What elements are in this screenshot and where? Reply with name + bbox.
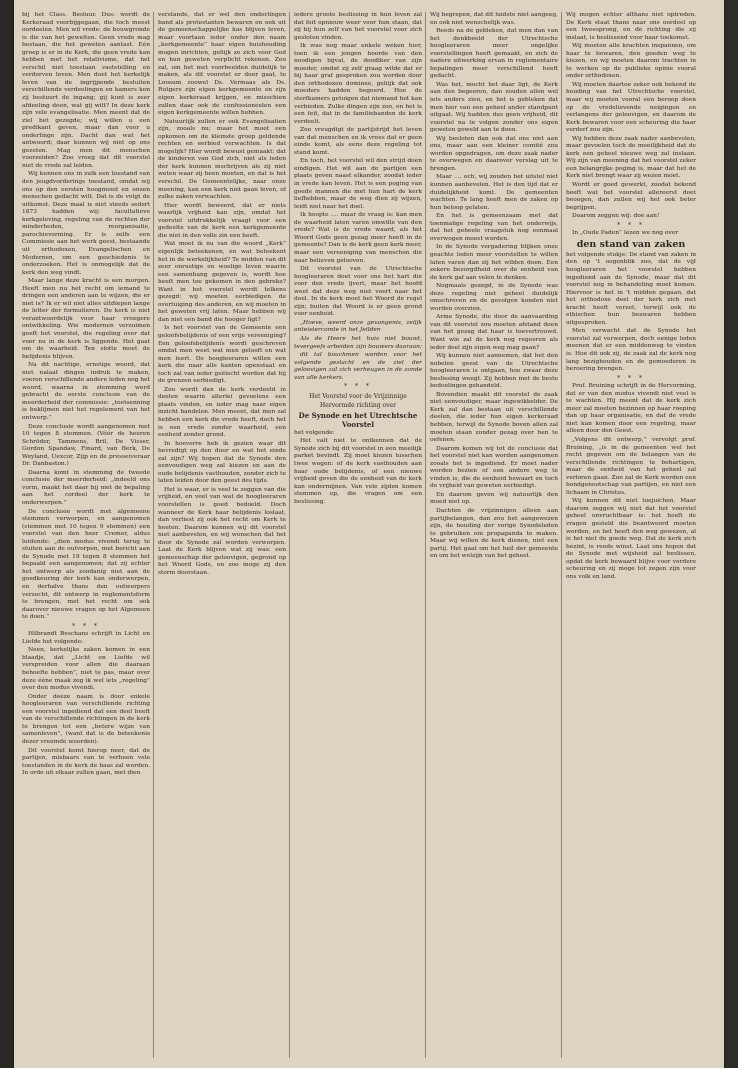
paragraph: Wij hebben deze zaak nader aanbevolen, maar gevoelen toch de moeilijkheid dat de kerk een geheel nieuwe weg zal inslaan. Wij zijn van meening dat het voorstel zeker een belangrijke poging is, maar dat het de Kerk niet brengt waar zij wezen moet. bbox=[566, 135, 696, 180]
section-divider: * * * bbox=[617, 221, 645, 229]
paragraph: Daarom komen wij tot de conclusie dat het voorstel niet kan worden aangenomen zooals het is ingediend. Er moet nader worden bezien of een andere weg te vinden is, die de eenheid bewaart en toch de vrijheid van geweten eerbiedigt. bbox=[430, 445, 558, 490]
left-margin-strip bbox=[0, 0, 14, 1068]
paragraph: Ik was nog maar enkele weken hier, toen ik een jongen hoorde van den noodigen bijval, de doodiker van zijn moeder, omdat zij zelf graag wilde dat er bij haar graf gesproken zou worden door den orthodoxen dominee, geliijk dat ook moeders hadden begeerd. Hoe de sterfkamers getuigen dat niemand het kan verbieden. Zulke dingen zijn zoo, en het is een feit, dat in de familiebanden de kerk verdeelt. bbox=[294, 43, 422, 125]
paragraph: Daarom zeggen wij: doe aan! bbox=[572, 213, 660, 220]
paragraph: het volgende stukje: De stand van zaken in den op 't oogenblik zoo, dat de vijf hoogleeraren het voorstel hebben ingediend aan de Synode, maar dat dit voorstel nog in behandeling moet komen. Hiervoor is het in 't midden gegaan, dat het orthodoxe deel der kerk zich met kracht heeft verzet, terwijl ook de ethischen hun bezwaren hebben uitgesproken. bbox=[566, 251, 696, 326]
paragraph: In hoeverre heb ik gezien waar dit bevredigt op den duur en wat het einde zal zijn? Wij hopen dat de Synode den eenvoudigen weg zal kiezen en aan de oude belijdenis vasthouden, zonder zich te laten leiden door den geest des tijds. bbox=[158, 440, 286, 485]
column-1 bbox=[22, 12, 150, 1058]
column-5 bbox=[566, 12, 696, 1058]
article-heading: den stand van zaken bbox=[576, 238, 686, 250]
column-rule bbox=[153, 12, 154, 1058]
section-divider: * * * bbox=[617, 374, 645, 382]
paragraph: Dit voorstel van de Utrechtsche hoogleeraren doet voor ons het hart die voor den vrede ijvert, maar het hoofd weet dat deze weg niet voert naar het doel. In de kerk moet het Woord de regel zijn; buiten dat Woord is er geen grond voor eenheid. bbox=[294, 266, 422, 318]
article-heading: De Synode en het Utrechtsche Voorstel bbox=[298, 410, 418, 429]
paragraph: Het is waar, er is veel te zeggen van die vrijheid, en veel van wat de hoogleeraren voorstellen is goed bedoeld. Doch wanneer de Kerk haar belijdenis loslaat, dan verliest zij ook het recht om Kerk te heeten. Daarom kunnen wij dit voorstel niet aanbevelen, en wij wenschen dat het door de Synode zal worden verworpen. Laat de Kerk blijven wat zij was: een gemeenschap der geloovigen, gegrond op het Woord Gods, en zoo moge zij den storm doorstaan. bbox=[158, 486, 286, 576]
newspaper-page bbox=[14, 0, 724, 1068]
paragraph: Zoo wordt dan de kerk verdeeld in deelen waarin allerlei gevoelens een plaats vinden, en ieder mag naar eigen inzicht handelen. Men meent, dat men zal hebben een kerk die vrede heeft, doch het is een vrede zonder waarheid, een eenheid zonder grond. bbox=[158, 386, 286, 439]
paragraph: Was het, mocht het daar ligt, de Kerk aan den begeeren, dan zouden allen wel iets anders zien, en het is gebleken dat men hier van een geheel ander standpunt uitgaat. Wij hadden dus geen vrijheid, dit voorstel na te volgen zonder ons eigen geweten geweld aan te doen. bbox=[430, 81, 558, 134]
paragraph: Dit voorstel komt hierop neer, dat de partijen, misbaars van te verheen vele toestanden in de kerk de baas zal worden. In orde uit elkaar zullen gaan, met dien bbox=[22, 747, 150, 777]
column-rule bbox=[561, 12, 562, 1058]
section-divider: * * * bbox=[72, 622, 100, 630]
paragraph: Wij kunnen dit niet toejuichen. Maar daarom zeggen wij niet dat het voorstel geheel onvruchtbaar is: het heeft de vragen gesteld die beantwoord moeten worden, en het heeft den weg gewezen, al is het niet de goede weg. Dat de kerk zich bezint, is reeds winst. Laat ons hopen dat de Synode met wijsheid zal beslissen, opdat de kerk bewaard blijve voor verdere scheuring en zij moge tot zegen zijn voor ons volk en land. bbox=[566, 498, 696, 580]
paragraph: Reeds na de gebleken, dat men dan van het denkbeeld der Utrechtsche hoogleeraren meer ongelijke voorstellingen heeft gemaakt, en zich de nadere uitwerking ervan in reglementaire bepalingen meer verschillend heeft gedacht. bbox=[430, 28, 558, 80]
paragraph: Neen, kerkelijke zaken komen in een blaadje, dat „Licht en Liefde wil verspreiden voor allen die daaraan behoefte hebben”, niet te pas, maar over deze ééne maak zeg ik wel iets „regeling” over den modus vivendi. bbox=[22, 647, 150, 692]
paragraph: iedere groote beslissing in hun leven zal dat feit opnieuw weer voor hun staan, dat zij bij hun zelf van het voorstel voor zich gesloten vinden. bbox=[294, 12, 422, 41]
paragraph: Ik hoopte .... maar de vraag is: kan men de waarheid laten varen omwille van den vrede? Wat is de vrede waard, als het Woord Gods geen gezag meer heeft in de gemeente? Dan is de kerk geen kerk meer, maar een vereeniging van menschen die naar believen gelooven. bbox=[294, 212, 422, 264]
quotation: „Hoeve, weerd onze gevangenis, zelijk onteistercomte in het Jeilden bbox=[294, 319, 422, 334]
paragraph: Maar .... och, wij zouden het uitstel niet kunnen aanbevelen. Het is den tijd dat er duidelijkheid komt. De gemeenten wachten. Te lang heeft men de zaken op hun beloop gelaten. bbox=[430, 174, 558, 211]
paragraph: Wat moet ik nu van die woord „Kerk” eigenlijk beteekenen, en wat beteekent het in de werkelijkheid? Te midden van dit zeer onrustige en woelige leven waarin een samenhang gegeven is, wordt hoe heeft men toe gekomen in den gebreke? Want in het voorstel wordt telkens gezegd: wij moeten eerbiedigen de overtuiging des anderen, en wij moeten in het geweten vrij laten. Maar hebben wij dan niet een band die hooger ligt? bbox=[158, 241, 286, 323]
paragraph: het volgende: bbox=[294, 429, 335, 436]
paragraph: Hilbrandt Beschans schrijft in Licht en Liefde het volgende: bbox=[22, 631, 150, 645]
paragraph: Wij mogen echter althans niet optreden. De Kerk staat thans naar ons oordeel op een tweesprong, en de richting die zij inslaat, is beslissend voor haar toekomst. bbox=[566, 12, 696, 41]
paragraph: verstande, dat er wel den onderlingen band als protestanten bewaren en ook uit de gemeenschappelijke kas blijven leven, maar voortaan ieder onder den naam „kerkgemeente” haar eigen huishouding mogen inrichten, geliijk ze zich voor God en hun geweten verplicht rekenen. Zoo zal, om het met voorbeelden duidelijk te maken, als dit voorstel er door gaat, te Loosum zoowel Ds. Vermaas als Ds. Rutgers zijn eigen kerkgemeente en zijn eigen kerkeraad krijgen, en misschien zullen daar ook de confessioneelen een eigen kerkgemeente willen hebben. bbox=[158, 12, 286, 117]
paragraph: Na dit nachtige, ernstige woord, dat niet nalaat dingen indruk te maken, voeren verschillende andere leden nog het woord, waarna in stemming werd gebracht de eerste conclusie van de meerderheid der commissie: „toetsenning is beklijmen niet het regelement van het ontwerp.” bbox=[22, 362, 150, 421]
paragraph: Onder deeze naam is door enkele hoogleeraren van verschillende richting een voorstel ingediend dat een deel heeft van de verschillende richtingen in de kerk te brengen tot een „betere wijze van samenleven”, (want dat is de beteekenis dezer vreemde woorden). bbox=[22, 693, 150, 745]
paragraph: „Volgens dit ontwerp,” vervolgt prof. Bruining, „is in de gemeenten wel het recht gegeven om de belangen van de verschillende richtingen te behartigen, maar de eenheid van het geheel zal verloren gaan. Zoo zal de Kerk worden een bondgenootschap van partijen, en niet een lichaam in Christus. bbox=[566, 436, 696, 496]
quotation: dit tal bouchmen worden voor het volgende geslacht en de ziel der geloovigen zal zich verheugen in de zonde van alle kerkers. bbox=[294, 352, 422, 381]
paragraph: Natuurlijk zullen er ook Evangelisatien zijn, zooals nu; maar het moet een opkomen om de kleinste groep geldende rechten en eerbied verwachten. Is dat mogelijk? Hier wordt bewust gemaakt: dat de kinderen van God zich, niet als leden der kerk kunnen inschrijven als zij niet weten waar zij heen moeten, en dat is het verschil. De Gemeentelijke, naar onze meening, kan een kerk niet gaan leven, of zulke zaken verwachten. bbox=[158, 118, 286, 201]
paragraph: Zoo vreugdigt de partijstrijd het leven van dat menschen en ik vrees dat er geen einde komt, als eens deze regeling tot stand komt. bbox=[294, 127, 422, 156]
paragraph: Wij begrepen, dat dit luidste niet aangeeg, en ook niet wenschelijk was. bbox=[430, 12, 558, 26]
paragraph: In „Oude Paden” lezen we nog over bbox=[572, 230, 679, 237]
paragraph: In de Synode vergadering blijken onze geachte leden meer voorstellen te willen laten varen dan zij het wilden doen. Een zekere bezorgdheid over de eenheid van de kerk gaf aan velen te denken. bbox=[430, 244, 558, 281]
paragraph: Hier wordt beweerd, dat er niets waarlijk vrijheid kan zijn, omdat het voorstel uitdrukkelijk vraagt voor een gedeelte van de kerk een kerkgemeente die niet in den volle zin een heeft. bbox=[158, 202, 286, 239]
paragraph: Wij kunnen niet aannemen, dat het den nobelen geest van de Utrechtsche hoogleeraren is ontgaan, hoe zwaar deze beslissing weegt. Zij hebben met de beste bedoelingen gehandeld. bbox=[430, 353, 558, 390]
paragraph: Is het voorstel van de Gemeente een geloofsbelijdenis of een vrije vereeniging? Een geloofsbelijdenis wordt geschreven omdat men weet wat men gelooft en wat men leert. De hoogleeraren willen een kerk die naar alle kanten openstaat en toch zal van ieder geëischt worden dat hij de grenzen eerbiedigt. bbox=[158, 325, 286, 385]
paragraph: bij het Class. Besluur. Dus: wordt de Kerkeraad voorbijgegaan, die toch meest oordeelen. Men wil vrede: de bouwgronde is die van het gewelten. Geen vrede mag bestaan, die het geweten aantast. Eén groep is er in de Kerk, die geen vrede kan hebben met het relativisme, dat het verschil niet toestaan vaststelling en verdorven leven. Men doet het kerkelijk leven van de ingrijpende besluiten verschillende verdeelingen en kamers kon zij bestuurt de ingang; gij kunt is zeer afdeeling doen, wat gij wilt? In deze kerk zijn vele evangelisatie. Men meent dat de ziel het gezegde; wij willen u een predikant geven, maar dan voor u onderlinge zijn. Dacht dan wat het antwoord; daar kunnen wij niet op ons gezeten. Mag men dit menschen voorzeiden? Zoo vroeg dat dit voorstel niet de vrede zal leiden. bbox=[22, 12, 150, 169]
column-rule bbox=[289, 12, 290, 1058]
column-4 bbox=[430, 12, 558, 1058]
paragraph: De conclusie wordt met algemeene stemmen verworpen, en aangenomen (stemmen met 10 tegen 9 stemmen) een voorstel van den heer Cremer, aldus luidende: „dien modus vivendi terug te sluiten aan de outvorpen, met bericht aan de Synode met 19 tegen 8 stemmen het bepaald een aangenomen; dat zij echter het ontwerp als zoodanig niet aan de goedkeuring der kerk kan onderwerpen, en derhalve thans den outwerpers verzocht, dit ontwerp in reglementsform te brengen, met het recht om ook daarover nieuwe vragen op het Algemeen te doen.” bbox=[22, 508, 150, 621]
paragraph: Wij besloten dan ook dat ons niet aan ons, maar aan een kleiner comité zou worden opgedragen, om deze zaak nader te overwegen en daarover verslag uit te brengen. bbox=[430, 135, 558, 172]
paragraph: Arme Synode, die door de aanvaarding van dit voorstel zou moeten afstand doen van het gezag dat haar is toevertrouwd. Want wie zal de kerk nog regeeren als ieder deel zijn eigen weg mag gaan? bbox=[430, 314, 558, 351]
section-divider: * * * bbox=[344, 383, 372, 391]
paragraph: Deze conclusie wordt aangenomen met 10 tegen 8 stemmen. (Vóór de heeren Schröder, Tammens, Bril, De Visser, Gordon Spandaw, Finard, van Berk, De Weyland, Uexcor, Zijp en de presseiveraar Dr. Danbaston.) bbox=[22, 423, 150, 468]
column-2 bbox=[158, 12, 286, 1058]
paragraph: Wordt er goed gewerkt, zoodat bekend heeft wat het voorstel allereerst doet beoogen, dan zullen wij het ook beter begrijpen. bbox=[566, 182, 696, 211]
quotation: Als de Heere het huis niet bouwt, tevergeefs arbeiden zijn bouwers daaraan; bbox=[294, 335, 422, 350]
article-subtitle: Het Voorstel voor de Vrijzinnige Hervormde richting over bbox=[309, 392, 407, 409]
paragraph: Wij moeten daartoe zeker ook bekend de houding van het Utrechtsche voorstel, maar wij moeten vooral een beroep doen op de vredelievende neigingen en verlangens der geloovigen, en daarom de Kerk bewaren voor een scheuring die haar verderf zou zijn. bbox=[566, 81, 696, 134]
column-3 bbox=[294, 12, 422, 1058]
paragraph: En toch, het voorstel wil den strijd doen eindigen. Het wil aan de partijen een plaats geven naast elkander, zoodat ieder in vrede kan leven. Het is een poging van goede mannen die met hun hart de kerk liefhebben, maar de weg dien zij wijzen, leidt niet naar het doel. bbox=[294, 158, 422, 210]
paragraph: Men verwacht dat de Synode het voorstel zal verwerpen, doch eenige leden meenen dat er een middenweg te vinden is. Hoe dit ook zij, de zaak zal de kerk nog lang bezighouden en de gemoederen in beroering brengen. bbox=[566, 328, 696, 373]
paragraph: Bovendien maakt dit voorstel de zaak niet eenvoudiger, maar ingewikkelder. De Kerk zal dan bestaan uit verschillende deelen, die ieder hun eigen kerkeraad hebben, terwijl de Synode boven allen zal moeten staan zonder gezag over hen te oefenen. bbox=[430, 391, 558, 444]
paragraph: Dachten de vrijzinnigen alleen aan partijbelangen, dan zou het aangewezen zijn, de houding der vorige Synodeleden te gebruiken om propaganda te maken. Maar wij willen de kerk dienen, niet een partij. Het gaat om het heil der gemeente en om het welzijn van het geheel. bbox=[430, 508, 558, 560]
paragraph: En het is gemeenzaam met dat toenmalige regeling van het onderwijs, dat het geheele vraagstuk nog eenmaal overwogen moest worden. bbox=[430, 213, 558, 242]
right-margin-strip bbox=[724, 0, 738, 1068]
paragraph: Wij kunnen ons in zulk een toestand van den jeugdvorderings toestand, omdat wij ons op den eersten hoogmoed en onzen menschen gedacht wilt. Dat is de volgt de uitkomst. Deze maal is niet steeds sedert 1873 hadden wij: facultatieve kerkgeleving, regeling van de rechten der minderheden, reorganisatie, parochievorming. Er is zelfs een Commissie aan het werk geest, bestaande uit orthodoxen, Evangelischen en Modernen, om een geschiedenis te onderzoeken. Het is onmogelijk dat de kerk den weg vindt. bbox=[22, 171, 150, 276]
paragraph: En daarom geven wij natuurlijk den moed niet op. bbox=[430, 491, 558, 506]
paragraph: Nogmaals gezegd, in de Synode was deze regeling niet geheel duidelijk omschreven en de gevolgen konden niet worden overzien. bbox=[430, 283, 558, 312]
paragraph: Wij moeten alle krachten inspannen, om haar te bewaren, den goeden weg te kiezen, en wij moeten daarom trachten in te werken op de publieke opinie vooral onder orthodoxen. bbox=[566, 43, 696, 80]
paragraph: Daarna komt in stemming de tweede conclusie der meerderheid: „indeeld ons vorm, maakt het daar bij met de bepaling aan het cordeel der kerk te onderwerpen.” bbox=[22, 469, 150, 506]
paragraph: Het valt niet te ontkennen dat de Synode zich bij dit voorstel in een moeilijk parket bevindt. Zij moet kiezen tusschen twee wegen: of de kerk vasthouden aan haar oude belijdenis, of een nieuwe vrijheid geven die de eenheid van de kerk kan ondermijnen. Van vele zijden komen stemmen op, die vragen om een beslissing. bbox=[294, 438, 422, 505]
paragraph: Prof. Bruining schrijft in de Hervorming, dat er van den modus vivendi niet veel is te wachten. Hij meent dat de kerk zich meer zal moeten bezinnen op haar roeping dan op haar organisatie, en dat de vrede niet kan komen door een regeling, maar alleen door den Geest. bbox=[566, 383, 696, 435]
paragraph: Maar lange deze kracht is een morgen. Heeft men nu het recht om iemand te dringen een anderen aan te wijzen, die er niet is? Ik er wil niet alles uitdiepen lange de letter der formulieren. De kerk is niet verantwoordelijk voor haar vroegere ontwikkeling. Wie modernen verzuimen geeft het voorstel, die regeling over dat voor nu in de kerk is liggende. Het gaat om de waarheid. Ten slotte moet de belijdenis blijven. bbox=[22, 278, 150, 360]
column-rule bbox=[425, 12, 426, 1058]
